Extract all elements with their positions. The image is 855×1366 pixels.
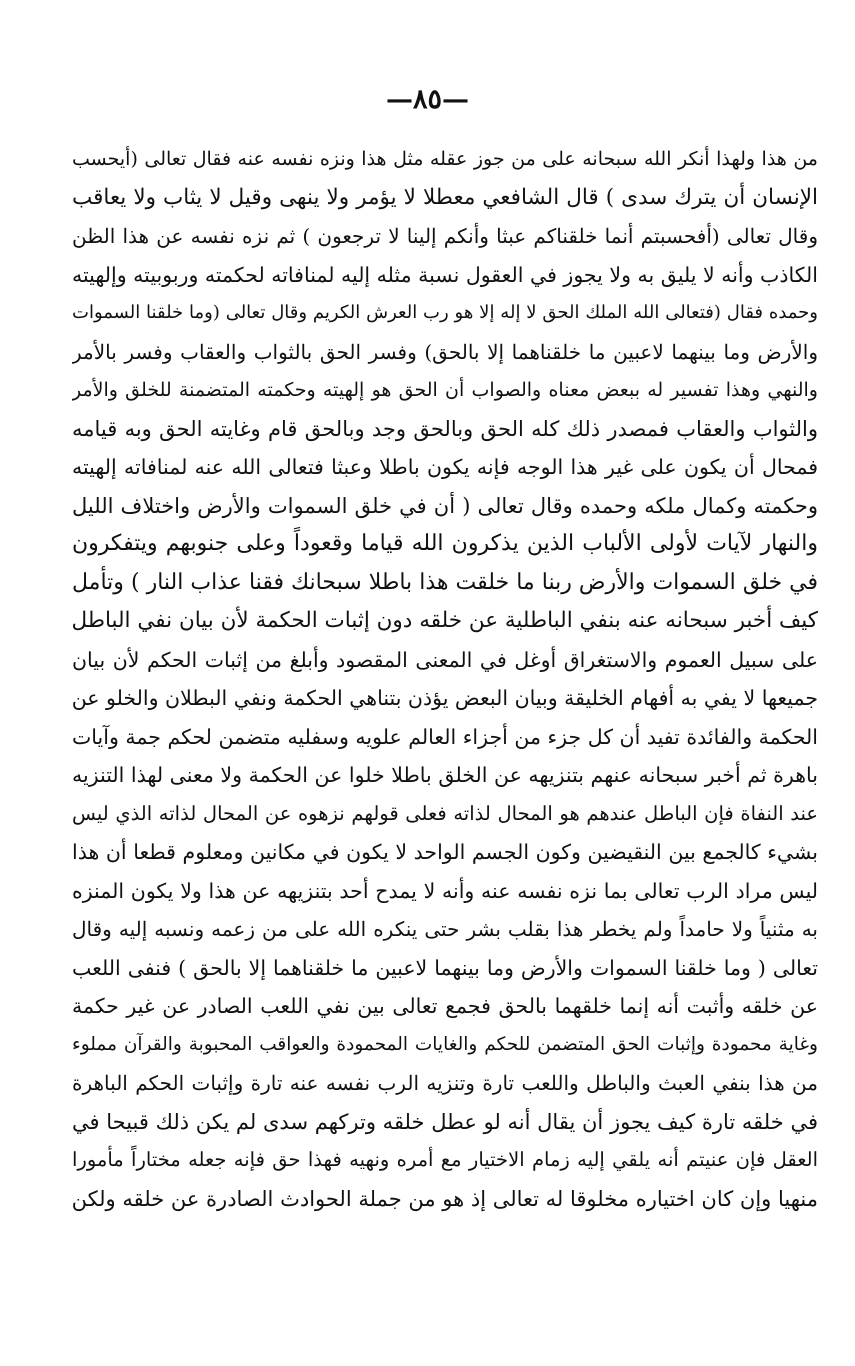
text-line-17: باهرة ثم أخبر سبحانه عنهم بتنزيهه عن الخلق باطلا خلوا عن الحكمة ولا معنى لهذا التنزيه xyxy=(72,763,818,787)
text-line-25: من هذا بنفي العبث والباطل واللعب تارة وتنزيه الرب نفسه عنه تارة وإثبات الحكم الباهرة xyxy=(72,1071,818,1095)
text-line-20: ليس مراد الرب تعالى بما نزه نفسه عنه وأنه لا يمدح أحد بتنزيهه عن هذا ولا يكون المنزه xyxy=(72,878,818,903)
text-line-13: كيف أخبر سبحانه عنه بنفي الباطلية عن خلقه دون إثبات الحكمة لأن بيان نفي الباطل xyxy=(72,608,818,633)
text-line-5: وحمده فقال (فتعالى الله الملك الحق لا إله إلا هو رب العرش الكريم وقال تعالى (وما خلقنا السموات xyxy=(72,302,818,323)
text-line-8: والثواب والعقاب فمصدر ذلك كله الحق وبالحق وجد وبالحق قام وغايته الحق وبه قيامه xyxy=(72,416,818,441)
text-line-1: من هذا ولهذا أنكر الله سبحانه على من جوز عقله مثل هذا ونزه نفسه عنه فقال تعالى (أيحسب xyxy=(72,148,818,170)
text-line-15: جميعها لا يفي به أفهام الخليقة وبيان البعض يؤذن بتناهي الحكمة ونفي البطلان والخلو عن xyxy=(72,686,818,710)
body-text xyxy=(72,140,818,1218)
text-line-7: والنهي وهذا تفسير له ببعض معناه والصواب أن الحق هو إلهيته وحكمته المتضمنة للخلق والأمر xyxy=(72,379,818,401)
text-line-14: على سبيل العموم والاستغراق أوغل في المعنى المقصود وأبلغ من إثبات الحكم لأن بيان xyxy=(72,647,818,672)
text-line-18: عند النفاة فإن الباطل عندهم هو المحال لذاته فعلى قولهم نزهوه عن المحال لذاته الذي ليس xyxy=(72,801,818,825)
text-line-12: في خلق السموات والأرض ربنا ما خلقت هذا باطلا سبحانك فقنا عذاب النار ) وتأمل xyxy=(72,569,818,595)
text-line-22: تعالى ( وما خلقنا السموات والأرض وما بينهما لاعبين ما خلقناهما إلا بالحق ) فنفى اللعب xyxy=(72,955,818,980)
text-line-21: به مثنياً ولا حامداً ولم يخطر هذا بقلب بشر حتى ينكره الله على من زعمه ونسبه إليه وقال xyxy=(72,917,818,941)
text-line-27: العقل فإن عنيتم أنه يلقي إليه زمام الاختيار مع أمره ونهيه فهذا حق فإنه جعله مختاراً مأمورا xyxy=(72,1148,818,1171)
text-line-28: منهيا وإن كان اختياره مخلوقا له تعالى إذ هو من جملة الحوادث الصادرة عن خلقه ولكن xyxy=(72,1186,818,1211)
text-line-4: الكاذب وأنه لا يليق به ولا يجوز في العقول نسبة مثله إليه لمنافاته لحكمته وربوبيته وإلهيته xyxy=(72,262,818,287)
page-number: —٨٥— xyxy=(385,84,469,115)
text-line-2: الإنسان أن يترك سدى ) قال الشافعي معطلا لا يؤمر ولا ينهى وقيل لا يثاب ولا يعاقب xyxy=(72,184,818,210)
text-line-10: وحكمته وكمال ملكه وحمده وقال تعالى ( أن في خلق السموات والأرض واختلاف الليل xyxy=(72,493,818,518)
text-line-9: فمحال أن يكون على غير هذا الوجه فإنه يكون باطلا وعبثا فتعالى الله عنه لمنافاته إلهيته xyxy=(72,455,818,479)
text-line-11: والنهار لآيات لأولى الألباب الذين يذكرون الله قياما وقعوداً وعلى جنوبهم ويتفكرون xyxy=(72,531,818,556)
text-line-23: عن خلقه وأثبت أنه إنما خلقهما بالحق فجمع تعالى بين نفي اللعب الصادر عن غير حكمة xyxy=(72,994,818,1018)
text-line-6: والأرض وما بينهما لاعبين ما خلقناهما إلا بالحق) وفسر الحق بالثواب والعقاب وفسر بالأمر xyxy=(72,339,818,364)
text-line-24: وغاية محمودة وإثبات الحق المتضمن للحكم والغايات المحمودة والعواقب المحبوبة والقرآن مملوء xyxy=(72,1033,818,1055)
text-line-3: وقال تعالى (أفحسبتم أنما خلقناكم عبثا وأنكم إلينا لا ترجعون ) ثم نزه نفسه عن هذا الظن xyxy=(72,224,818,248)
text-line-19: بشيء كالجمع بين النقيضين وكون الجسم الواحد لا يكون في مكانين ومعلوم قطعا أن هذا xyxy=(72,840,818,864)
text-line-16: الحكمة والفائدة تفيد أن كل جزء من أجزاء العالم علويه وسفليه متضمن لحكم جمة وآيات xyxy=(72,724,818,749)
text-line-26: في خلقه تارة كيف يجوز أن يقال أنه لو عطل خلقه وتركهم سدى لم يكن ذلك قبيحا في xyxy=(72,1109,818,1134)
